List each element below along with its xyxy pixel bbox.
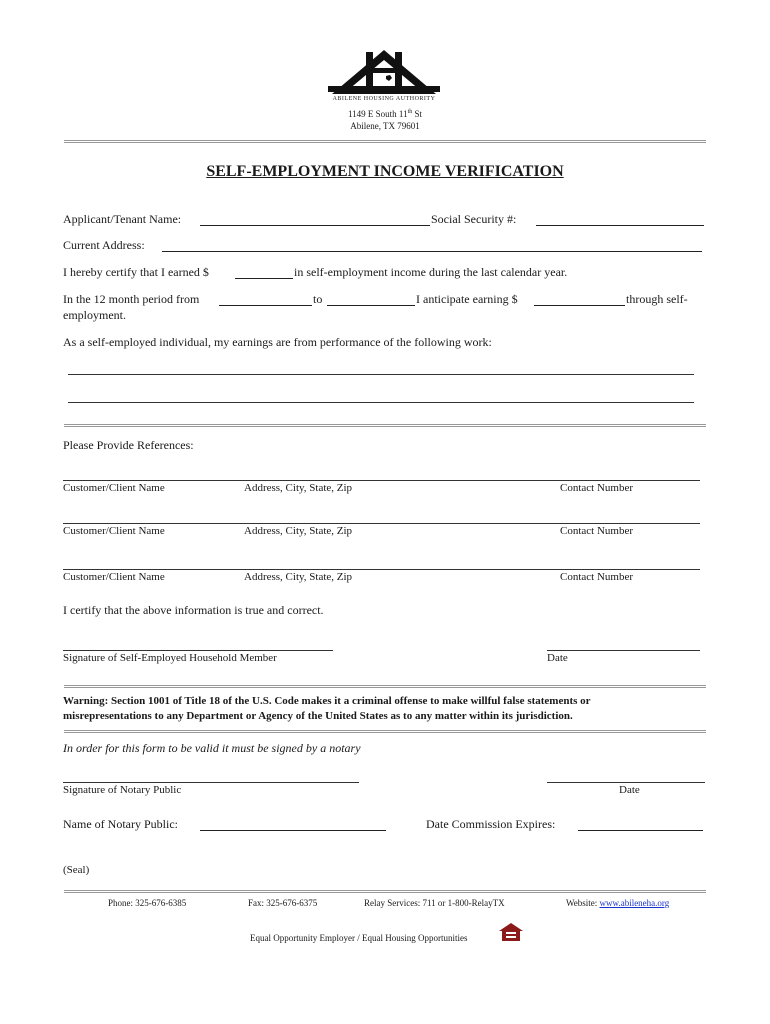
member-date-label: Date bbox=[547, 652, 568, 664]
period-end: employment. bbox=[63, 308, 126, 322]
reference-address-label: Address, City, State, Zip bbox=[244, 525, 353, 537]
ssn-field[interactable] bbox=[536, 212, 704, 226]
reference-line-2[interactable] bbox=[63, 523, 700, 524]
reference-name-label: Customer/Client Name bbox=[63, 482, 165, 494]
footer-fax: Fax: 325-676-6375 bbox=[248, 898, 318, 908]
period-through: through self- bbox=[626, 292, 688, 306]
equal-opportunity-text: Equal Opportunity Employer / Equal Housing Opportunities bbox=[250, 933, 468, 943]
website-link[interactable]: www.abileneha.org bbox=[599, 898, 670, 908]
seal-label: (Seal) bbox=[63, 864, 90, 876]
applicant-name-field[interactable] bbox=[200, 212, 430, 226]
notary-date-line[interactable] bbox=[547, 782, 705, 783]
current-address-field[interactable] bbox=[162, 238, 702, 252]
section-divider bbox=[64, 424, 706, 427]
footer-relay: Relay Services: 711 or 1-800-RelayTX bbox=[364, 898, 505, 908]
address-line2: Abilene, TX 79601 bbox=[350, 121, 420, 131]
warning-divider-bottom bbox=[64, 730, 706, 733]
org-name: ABILENE HOUSING AUTHORITY bbox=[332, 96, 436, 102]
page-title: SELF-EMPLOYMENT INCOME VERIFICATION bbox=[206, 163, 564, 180]
reference-name-label: Customer/Client Name bbox=[63, 571, 165, 583]
member-signature-label: Signature of Self-Employed Household Member bbox=[63, 652, 277, 664]
commission-expires-field[interactable] bbox=[578, 817, 703, 831]
ssn-label: Social Security #: bbox=[431, 212, 517, 226]
reference-address-label: Address, City, State, Zip bbox=[244, 571, 353, 583]
notary-date-label: Date bbox=[619, 784, 640, 796]
period-anticipate: I anticipate earning $ bbox=[416, 292, 518, 306]
footer-website: Website: www.abileneha.org bbox=[566, 898, 670, 908]
period-to: to bbox=[313, 292, 323, 306]
notary-name-field[interactable] bbox=[200, 817, 386, 831]
commission-expires-label: Date Commission Expires: bbox=[426, 817, 556, 831]
applicant-label: Applicant/Tenant Name: bbox=[63, 212, 182, 226]
reference-address-label: Address, City, State, Zip bbox=[244, 482, 353, 494]
period-to-field[interactable] bbox=[327, 292, 415, 306]
reference-contact-label: Contact Number bbox=[560, 571, 634, 583]
work-label: As a self-employed individual, my earnings are from performance of the following work: bbox=[63, 335, 492, 349]
address-label: Current Address: bbox=[63, 238, 145, 252]
member-signature-line[interactable] bbox=[63, 650, 333, 651]
reference-line-1[interactable] bbox=[63, 480, 700, 481]
references-label: Please Provide References: bbox=[63, 438, 194, 452]
equal-housing-icon bbox=[498, 922, 524, 942]
warning-line-2: misrepresentations to any Department or Agency of the United States as to any matter within its jurisdiction. bbox=[63, 710, 573, 722]
logo bbox=[326, 46, 442, 108]
notary-signature-label: Signature of Notary Public bbox=[63, 784, 182, 796]
notary-name-label: Name of Notary Public: bbox=[63, 817, 178, 831]
certify-statement: I certify that the above information is true and correct. bbox=[63, 603, 324, 617]
header-divider bbox=[64, 140, 706, 143]
certify-post: in self-employment income during the last calendar year. bbox=[294, 265, 568, 279]
work-description-line-1[interactable] bbox=[68, 374, 694, 375]
period-from-field[interactable] bbox=[219, 292, 312, 306]
address-line1: 1149 E South 11th St bbox=[347, 109, 423, 119]
reference-contact-label: Contact Number bbox=[560, 482, 634, 494]
notary-signature-line[interactable] bbox=[63, 782, 359, 783]
warning-divider-top bbox=[64, 685, 706, 688]
footer-phone: Phone: 325-676-6385 bbox=[108, 898, 187, 908]
anticipated-earning-field[interactable] bbox=[534, 292, 625, 306]
member-date-line[interactable] bbox=[547, 650, 700, 651]
footer-divider bbox=[64, 890, 706, 893]
warning-line-1: Warning: Section 1001 of Title 18 of the U.S. Code makes it a criminal offense to make willful false statements or bbox=[63, 695, 591, 707]
certify-pre: I hereby certify that I earned $ bbox=[63, 265, 209, 279]
reference-contact-label: Contact Number bbox=[560, 525, 634, 537]
work-description-line-2[interactable] bbox=[68, 402, 694, 403]
earned-amount-field[interactable] bbox=[235, 265, 293, 279]
period-pre: In the 12 month period from bbox=[63, 292, 200, 306]
reference-line-3[interactable] bbox=[63, 569, 700, 570]
notary-note: In order for this form to be valid it must be signed by a notary bbox=[63, 741, 361, 755]
reference-name-label: Customer/Client Name bbox=[63, 525, 165, 537]
